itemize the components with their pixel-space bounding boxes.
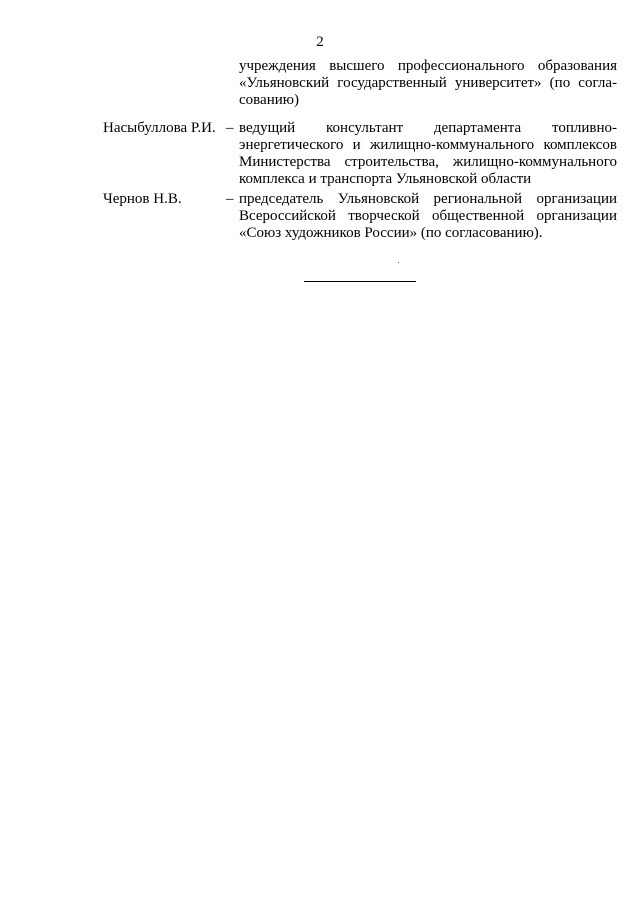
entry-line	[103, 208, 617, 225]
entry-line	[103, 171, 617, 188]
member-dash: –	[226, 120, 234, 136]
description-line: ведущий консультант департамента топливно-	[239, 120, 617, 136]
description-line: «Союз художников России» (по согласованию).	[239, 225, 543, 241]
entry-line	[103, 137, 617, 154]
continuation-line	[103, 58, 617, 75]
entry-line	[103, 225, 617, 242]
member-name: Насыбуллова Р.И.	[103, 120, 216, 136]
continuation-line	[103, 75, 617, 92]
description-line: комплекса и транспорта Ульяновской области	[239, 171, 532, 187]
description-line: Министерства строительства, жилищно-коммунального	[239, 154, 617, 170]
continuation-block	[103, 58, 617, 109]
description-line: Всероссийской творческой общественной организации	[239, 208, 617, 224]
continuation-line	[103, 92, 617, 109]
description-line: сованию)	[239, 92, 299, 108]
entry-line	[103, 191, 617, 208]
member-entry-nasybullova	[103, 120, 617, 188]
description-line: председатель Ульяновской региональной организации	[239, 191, 617, 207]
end-of-list-rule	[304, 281, 416, 282]
description-line: «Ульяновский государственный университет» (по согла-	[239, 75, 617, 91]
entry-line	[103, 154, 617, 171]
member-entry-chernov	[103, 191, 617, 242]
page-number: 2	[316, 34, 324, 50]
description-line: учреждения высшего профессионального образования	[239, 58, 617, 74]
description-line: энергетического и жилищно-коммунального комплексов	[239, 137, 617, 153]
member-dash: –	[226, 191, 234, 207]
entry-line	[103, 120, 617, 137]
member-name: Чернов Н.В.	[103, 191, 182, 207]
scan-speck	[398, 262, 399, 263]
